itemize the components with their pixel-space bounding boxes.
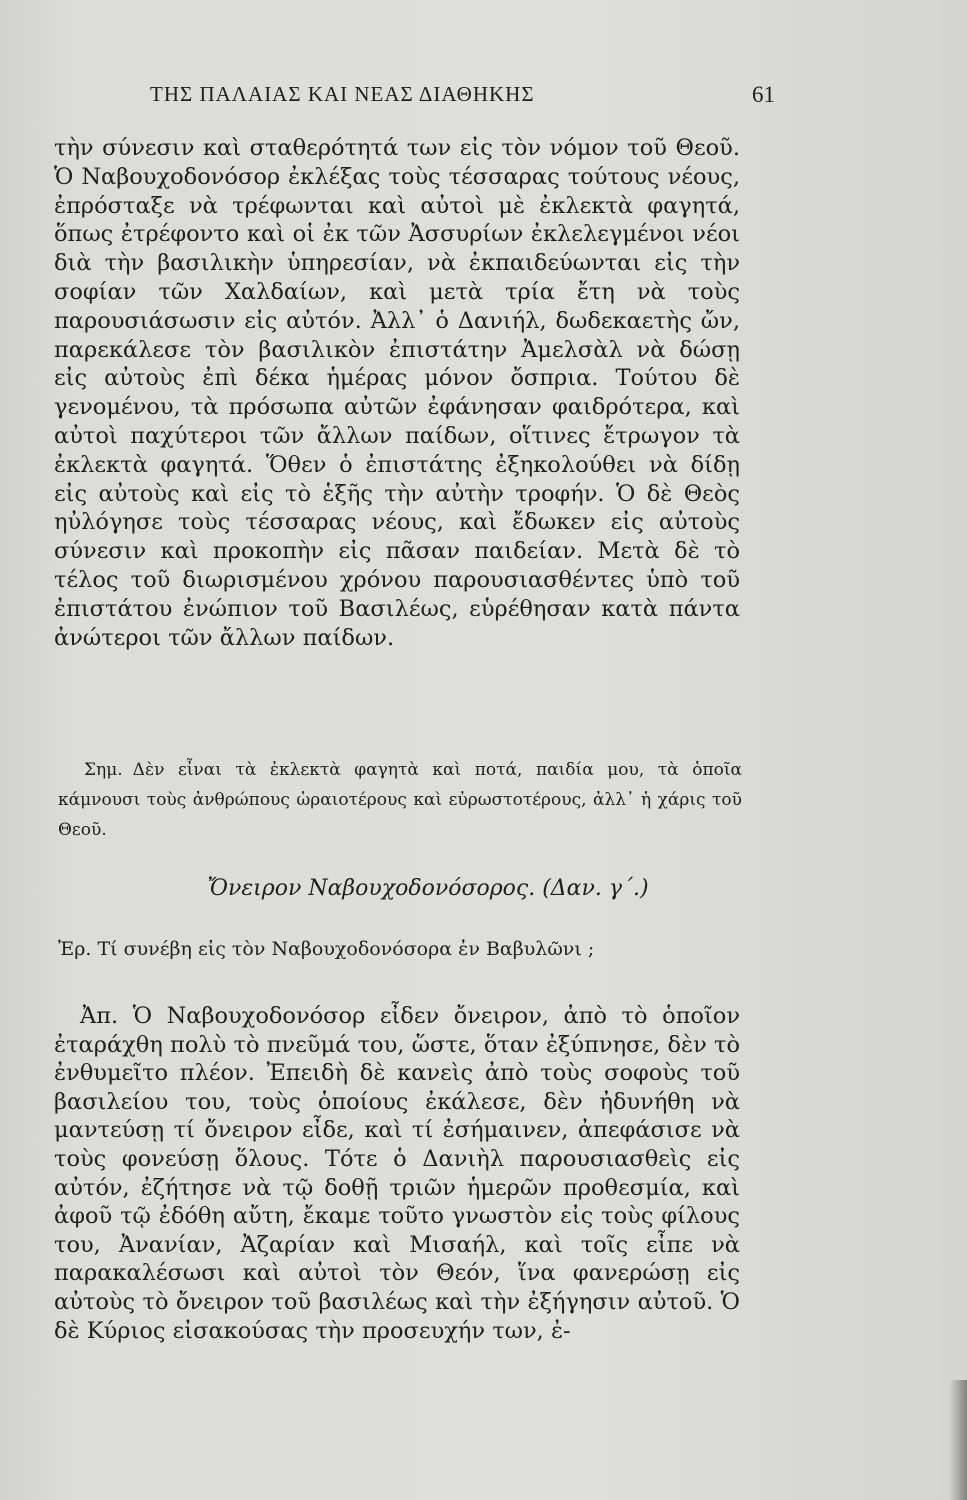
answer-text: Ὁ Ναβουχοδονόσορ εἶδεν ὄνειρον, ἀπὸ τὸ ὁποῖον ἐταράχθη πολὺ τὸ πνεῦμά του, ὥστε, ὅταν ἐξύπνησε, δὲν τὸ ἐνθυμεῖτο πλέον. Ἐπειδὴ δὲ κανεὶς ἀπὸ τοὺς σοφοὺς τοῦ βασιλείου του, τοὺς ὁποίους ἐκάλεσε, δὲν ἠδυνήθη νὰ μαντεύσῃ τί ὄνειρον εἶδε, καὶ τί ἐσήμαινεν, ἀπεφάσισε νὰ τοὺς φονεύσῃ ὅλους. Τότε ὁ Δανιὴλ παρουσιασθεὶς εἰς αὐτόν, ἐζήτησε νὰ τῷ δοθῇ τριῶν ἡμερῶν προθεσμία, καὶ ἀφοῦ τῷ ἐδόθη αὔτη, ἔκαμε τοῦτο γνωστὸν εἰς τοὺς φίλους του, Ἀνανίαν, Ἀζαρίαν καὶ Μισαήλ, καὶ τοῖς εἶπε νὰ παρακαλέσωσι καὶ αὐτοὶ τὸν Θεόν, ἵνα φανερώσῃ εἰς αὐτοὺς τὸ ὄνειρον τοῦ βασιλέως καὶ τὴν ἐξήγησιν αὐτοῦ. Ὁ δὲ Κύριος εἰσακούσας τὴν προσευχήν των, ἐ- [54,1003,740,1344]
note-text: Δὲν εἶναι τὰ ἐκλεκτὰ φαγητὰ καὶ ποτά, παιδία μου, τὰ ὁποῖα κάμνουσι τοὺς ἀνθρώπους ὡραιοτέρους καὶ εὐρωστοτέρους, ἀλλ᾽ ἡ χάρις τοῦ Θεοῦ. [58,760,742,840]
answer [54,1002,740,1345]
page-edge-shadow [949,1380,967,1500]
question [58,938,742,960]
page-number: 61 [752,82,775,107]
note-label: Σημ. [84,760,123,780]
question-label: Ἐρ. [58,938,92,960]
question-text: Τί συνέβη εἰς τὸν Ναβουχοδονόσορα ἐν Βαβυλῶνι ; [97,938,595,960]
answer-label: Ἀπ. [80,1003,119,1029]
running-head: ΤΗΣ ΠΑΛΑΙΑΣ ΚΑΙ ΝΕΑΣ ΔΙΑΘΗΚΗΣ [150,82,535,106]
main-paragraph: τὴν σύνεσιν καὶ σταθερότητά των εἰς τὸν νόμον τοῦ Θεοῦ. Ὁ Ναβουχοδονόσορ ἐκλέξας τοὺς τέσσαρας τούτους νέους, ἐπρόσταξε νὰ τρέφωνται καὶ αὐτοὶ μὲ ἐκλεκτὰ φαγητά, ὅπως ἐτρέφοντο καὶ οἱ ἐκ τῶν Ἀσσυρίων ἐκλελεγμένοι νέοι διὰ τὴν βασιλικὴν ὑπηρεσίαν, νὰ ἐκπαιδεύωνται εἰς τὴν σοφίαν τῶν Χαλδαίων, καὶ μετὰ τρία ἔτη νὰ τοὺς παρουσιάσωσιν εἰς αὐτόν. Ἀλλ᾽ ὁ Δανιήλ, δωδεκαετὴς ὤν, παρεκάλεσε τὸν βασιλικὸν ἐπιστάτην Ἀμελσὰλ νὰ δώσῃ εἰς αὐτοὺς ἐπὶ δέκα ἡμέρας μόνον ὄσπρια. Τούτου δὲ γενομένου, τὰ πρόσωπα αὐτῶν ἐφάνησαν φαιδρότερα, καὶ αὐτοὶ παχύτεροι τῶν ἄλλων παίδων, οἵτινες ἔτρωγον τὰ ἐκλεκτὰ φαγητά. Ὅθεν ὁ ἐπιστάτης ἐξηκολούθει νὰ δίδῃ εἰς αὐτοὺς καὶ εἰς τὸ ἑξῆς τὴν αὐτὴν τροφήν. Ὁ δὲ Θεὸς ηὐλόγησε τοὺς τέσσαρας νέους, καὶ ἔδωκεν εἰς αὐτοὺς σύνεσιν καὶ προκοπὴν εἰς πᾶσαν παιδείαν. Μετὰ δὲ τὸ τέλος τοῦ διωρισμένου χρόνου παρουσιασθέντες ὑπὸ τοῦ ἐπιστάτου ἐνώπιον τοῦ Βασιλέως, εὑρέθησαν κατὰ πάντα ἀνώτεροι τῶν ἄλλων παίδων. [54,135,740,651]
footnote [58,755,742,845]
section-title: Ὄνειρον Ναβουχοδονόσορος. (Δαν. γ΄.) [207,876,649,901]
